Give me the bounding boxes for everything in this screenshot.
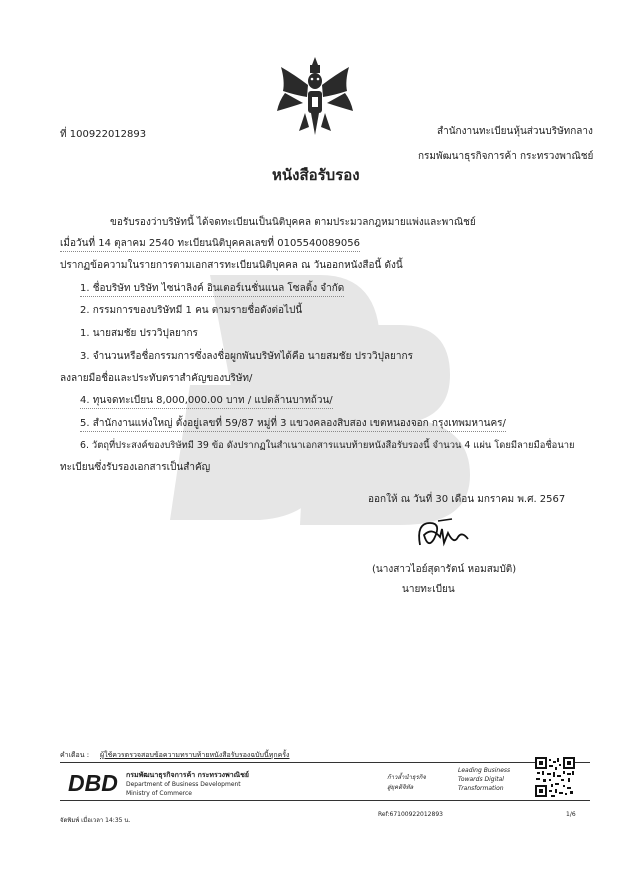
- footer-slogan-thai-2: สู่ยุคดิจิทัล: [387, 784, 414, 791]
- item-company-name: 1. ชื่อบริษัท บริษัท ไซน่าลิงค์ อินเตอร์เนชั่นแนล โซลติ้ง จำกัด: [80, 281, 344, 297]
- footer-page-number: 1/6: [566, 811, 576, 818]
- item-objectives: 6. วัตถุที่ประสงค์ของบริษัทมี 39 ข้อ ดังปรากฏในสำเนาเอกสารแนบท้ายหนังสือรับรองนี้ จำนวน 4 แผ่น โดยมีลายมือชื่อนาย: [80, 440, 575, 451]
- garuda-emblem: [275, 55, 355, 137]
- footer-dept-en-1: Department of Business Development: [126, 781, 241, 788]
- footer-slogan-en-2: Towards Digital: [458, 776, 504, 783]
- registrar-name: (นางสาวไอย์สุดารัตน์ หอมสมบัติ): [372, 564, 517, 575]
- registrar-title: นายทะเบียน: [402, 584, 455, 595]
- intro-line-2: เมื่อวันที่ 14 ตุลาคม 2540 ทะเบียนนิติบุคคลเลขที่ 0105540089056: [60, 236, 360, 252]
- footer-dept-thai: กรมพัฒนาธุรกิจการค้า กระทรวงพาณิชย์: [126, 771, 249, 779]
- issue-date: ออกให้ ณ วันที่ 30 เดือน มกราคม พ.ศ. 2567: [368, 494, 566, 505]
- footer-divider-top: [60, 762, 590, 763]
- qr-code: [535, 757, 575, 797]
- dbd-logo: [68, 768, 120, 796]
- footer-divider-bottom: [60, 800, 590, 801]
- item-authorized-signatory: 3. จำนวนหรือชื่อกรรมการซึ่งลงชื่อผูกพันบริษัทได้คือ นายสมชัย ปรววิปุลยากร: [80, 351, 413, 362]
- footer-warning-text: ผู้ใช้ควรตรวจสอบข้อความทราบท้ายหนังสือรับรองฉบับนี้ทุกครั้ง: [100, 751, 290, 759]
- item-registered-capital: 4. ทุนจดทะเบียน 8,000,000.00 บาท / แปดล้านบาทถ้วน/: [80, 393, 333, 409]
- intro-line-3: ปรากฏข้อความในรายการตามเอกสารทะเบียนนิติบุคคล ณ วันออกหนังสือนี้ ดังนี้: [60, 260, 403, 271]
- document-title: หนังสือรับรอง: [272, 166, 360, 184]
- office-name: สำนักงานทะเบียนหุ้นส่วนบริษัทกลาง: [437, 126, 593, 137]
- item-directors: 2. กรรมการของบริษัทมี 1 คน ตามรายชื่อดังต่อไปนี้: [80, 305, 303, 316]
- item-signatory-condition: ลงลายมือชื่อและประทับตราสำคัญของบริษัท/: [60, 373, 253, 384]
- footer-slogan-thai-1: ก้าวล้ำนำธุรกิจ: [387, 774, 426, 781]
- item-head-office: 5. สำนักงานแห่งใหญ่ ตั้งอยู่เลขที่ 59/87 หมู่ที่ 3 แขวงคลองสิบสอง เขตหนองจอก กรุงเทพมหานคร/: [80, 416, 506, 432]
- department-name: กรมพัฒนาธุรกิจการค้า กระทรวงพาณิชย์: [418, 151, 594, 162]
- intro-line-1: ขอรับรองว่าบริษัทนี้ ได้จดทะเบียนเป็นนิติบุคคล ตามประมวลกฎหมายแพ่งและพาณิชย์: [110, 217, 476, 228]
- footer-dept-en-2: Ministry of Commerce: [126, 790, 192, 797]
- item-director-name: 1. นายสมชัย ปรววิปุลยากร: [80, 328, 198, 339]
- dbd-logo-text: DBD: [68, 770, 118, 796]
- footer-reference: Ref:67100922012893: [378, 811, 443, 818]
- footer-print-time: จัดพิมพ์ เมื่อเวลา 14:35 น.: [60, 817, 131, 824]
- footer-slogan-en-1: Leading Business: [458, 767, 511, 774]
- footer-warning-label: คำเตือน :: [60, 751, 90, 759]
- footer-slogan-en-3: Transformation: [458, 785, 504, 792]
- item-objectives-cont: ทะเบียนซึ่งรับรองเอกสารเป็นสำคัญ: [60, 462, 211, 473]
- document-number: ที่ 100922012893: [60, 129, 147, 140]
- registrar-signature: [412, 515, 472, 555]
